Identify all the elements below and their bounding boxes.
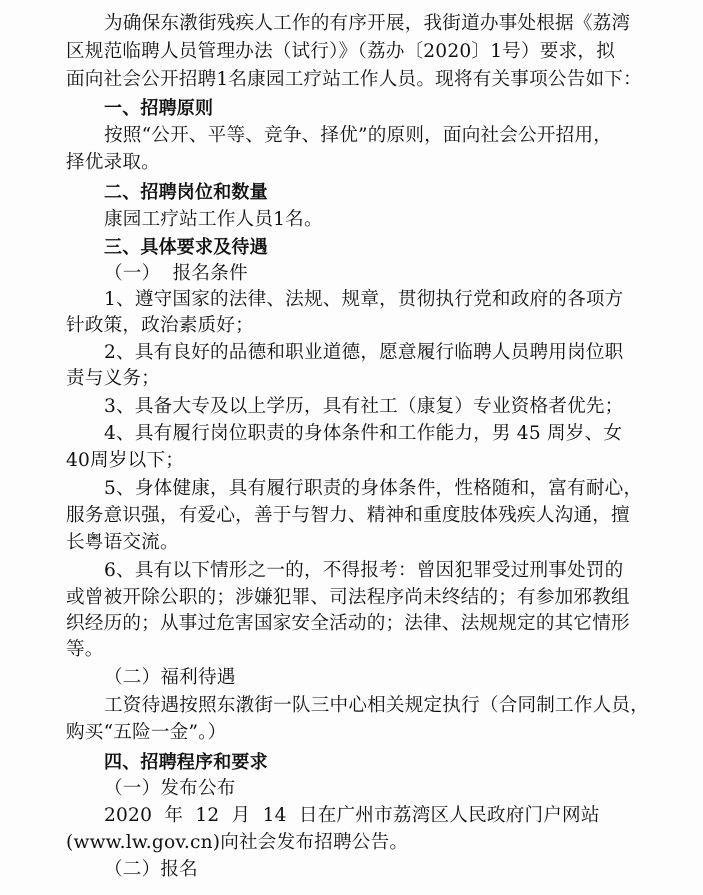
section-heading: 一、招聘原则 (104, 98, 214, 119)
paragraph-line: 或曾被开除公职的；涉嫌犯罪、司法程序尚未终结的；有参加邪教组 (66, 587, 630, 608)
section-heading: 三、具体要求及待遇 (104, 237, 268, 258)
paragraph-line: 1、遵守国家的法律、法规、规章，贯彻执行党和政府的各项方 (104, 289, 624, 310)
paragraph-line: 康园工疗站工作人员1名。 (104, 209, 323, 230)
paragraph-line: 服务意识强，有爱心，善于与智力、精神和重度肢体残疾人沟通，擅 (66, 505, 630, 526)
section-heading: 四、招聘程序和要求 (104, 752, 268, 773)
paragraph-line: 3、具备大专及以上学历，具有社工（康复）专业资格者优先； (104, 396, 624, 417)
paragraph-line: 工资待遇按照东漖街一队三中心相关规定执行（合同制工作人员， (104, 695, 650, 716)
subsection-heading: （二）报名 (104, 859, 198, 880)
paragraph-line: (www.lw.gov.cn)向社会发布招聘公告。 (66, 832, 409, 853)
paragraph-line: 购买“五险一金”。） (66, 722, 227, 743)
paragraph-line: 责与义务； (66, 368, 160, 389)
subsection-heading: （二）福利待遇 (104, 667, 236, 688)
subsection-heading: （一） 报名条件 (104, 263, 248, 284)
paragraph-line: 织经历的；从事过危害国家安全活动的；法律、法规规定的其它情形 (66, 613, 630, 634)
paragraph-line: 4、具有履行岗位职责的身体条件和工作能力，男 45 周岁、女 (104, 423, 623, 444)
paragraph-line: 2、具有良好的品德和职业道德，愿意履行临聘人员聘用岗位职 (104, 342, 624, 363)
section-heading: 二、招聘岗位和数量 (104, 182, 268, 203)
paragraph-line: 针政策，政治素质好； (66, 315, 254, 336)
paragraph-line: 为确保东漖街残疾人工作的有序开展，我街道办事处根据《荔湾 (104, 13, 631, 34)
paragraph-line: 区规范临聘人员管理办法（试行）》（荔办〔2020〕1号）要求，拟 (66, 41, 615, 62)
paragraph-line: 长粤语交流。 (66, 532, 179, 553)
paragraph-line: 5、身体健康，具有履行职责的身体条件，性格随和，富有耐心， (104, 478, 643, 499)
paragraph-line: 按照“公开、平等、竞争、择优”的原则，面向社会公开招用， (104, 125, 613, 146)
paragraph-line: 2020 年 12 月 14 日在广州市荔湾区人民政府门户网站 (104, 805, 600, 826)
paragraph-line: 40周岁以下； (66, 450, 185, 471)
paragraph-line: 择优录取。 (66, 152, 160, 173)
paragraph-line: 6、具有以下情形之一的，不得报考：曾因犯罪受过刑事处罚的 (104, 560, 624, 581)
paragraph-line: 等。 (66, 639, 104, 660)
paragraph-line: 面向社会公开招聘1名康园工疗站工作人员。现将有关事项公告如下： (66, 69, 642, 90)
subsection-heading: （一）发布公布 (104, 778, 236, 799)
